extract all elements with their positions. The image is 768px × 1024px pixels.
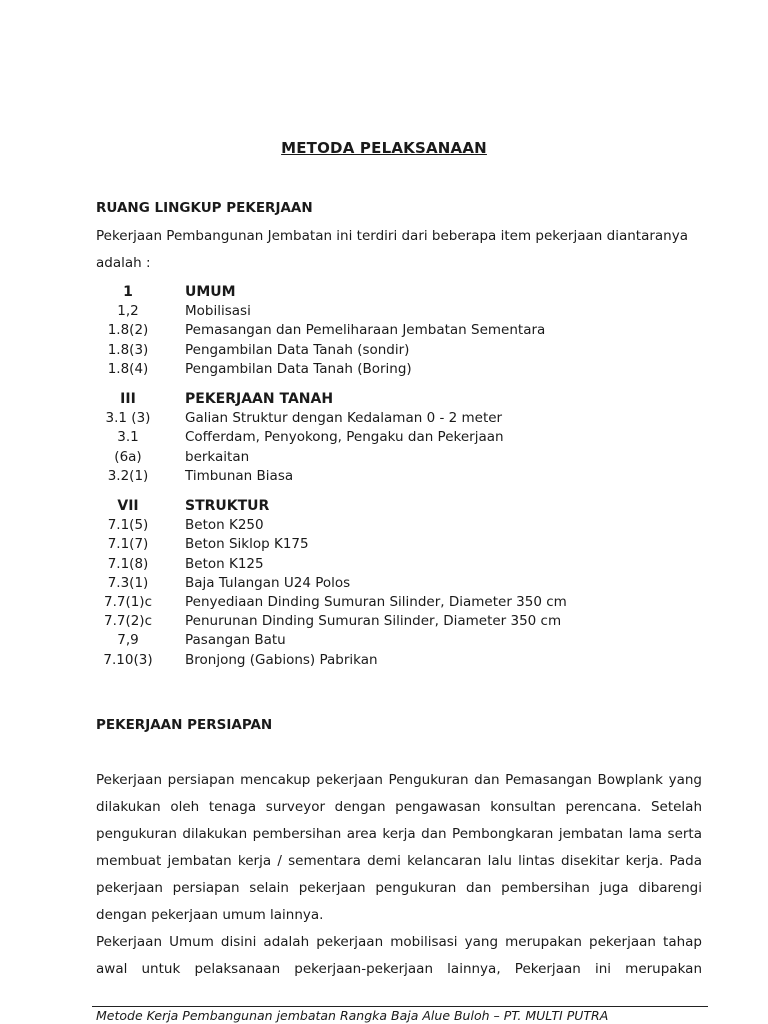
general-work-paragraph: Pekerjaan Umum disini adalah pekerjaan mobilisasi yang merupakan pekerjaan tahap awal untuk pelaksanaan pekerjaan-pekerjaan lainnya, Pekerjaan ini merupakan — [96, 934, 702, 977]
work-item-code: 7.7(2)c — [103, 613, 152, 630]
work-item-description: Cofferdam, Penyokong, Pengaku dan Pekerjaan — [185, 429, 504, 446]
work-item-code: 7.1(8) — [107, 555, 149, 572]
work-item-description: Timbunan Biasa — [185, 467, 294, 484]
work-item-description: Pengambilan Data Tanah (Boring) — [185, 360, 412, 377]
work-group-code: VII — [117, 498, 139, 515]
work-group-header — [96, 283, 656, 302]
work-item-code: 1.8(4) — [107, 360, 149, 377]
work-item — [96, 428, 656, 447]
work-group-title: PEKERJAAN TANAH — [185, 391, 334, 408]
work-item-description: Beton K250 — [185, 517, 264, 534]
work-item — [96, 448, 656, 467]
work-item — [96, 535, 656, 554]
section-heading-scope: RUANG LINGKUP PEKERJAAN — [96, 200, 313, 216]
work-item — [96, 341, 656, 360]
work-item-code: 1.8(3) — [107, 341, 149, 358]
work-item-description: Galian Struktur dengan Kedalaman 0 - 2 meter — [185, 410, 503, 427]
work-item-description: Penyediaan Dinding Sumuran Silinder, Diameter 350 cm — [185, 594, 567, 611]
work-item-code: 7.10(3) — [103, 651, 153, 668]
work-item — [96, 574, 656, 593]
work-group — [96, 390, 656, 486]
work-item — [96, 631, 656, 650]
work-item — [96, 593, 656, 612]
work-item-code: 1,2 — [117, 303, 139, 320]
work-group — [96, 283, 656, 379]
work-item-description: Baja Tulangan U24 Polos — [185, 574, 351, 591]
document-title: METODA PELAKSANAAN — [281, 139, 487, 157]
work-item-code: 7.1(7) — [107, 536, 149, 553]
work-group-title: UMUM — [185, 284, 236, 300]
work-group-header — [96, 497, 656, 516]
work-item — [96, 302, 656, 321]
work-item-description: Beton K125 — [185, 555, 264, 572]
work-group-code: III — [120, 391, 136, 408]
work-item-code: (6a) — [114, 448, 142, 465]
work-item — [96, 360, 656, 379]
work-item-code: 7,9 — [117, 632, 139, 649]
work-group-title: STRUKTUR — [185, 498, 270, 515]
work-item — [96, 516, 656, 535]
work-item — [96, 612, 656, 631]
work-item — [96, 467, 656, 486]
work-item — [96, 409, 656, 428]
work-item-code: 3.1 — [117, 429, 139, 446]
preparation-body — [96, 767, 702, 983]
work-item — [96, 321, 656, 340]
work-item-code: 3.1 (3) — [105, 410, 151, 427]
work-item — [96, 651, 656, 670]
work-item-list — [96, 283, 656, 681]
work-item-description: Pemasangan dan Pemeliharaan Jembatan Sementara — [185, 322, 546, 339]
work-item — [96, 555, 656, 574]
section-heading-preparation: PEKERJAAN PERSIAPAN — [96, 717, 273, 733]
work-item-description: Pengambilan Data Tanah (sondir) — [185, 341, 410, 358]
work-item-description: Pasangan Batu — [185, 632, 286, 649]
work-group-code: 1 — [123, 284, 133, 300]
work-group-header — [96, 390, 656, 409]
page-footer: Metode Kerja Pembangunan jembatan Rangka Baja Alue Buloh – PT. MULTI PUTRA — [96, 1008, 609, 1023]
work-item-code: 1.8(2) — [107, 322, 149, 339]
work-item-code: 7.7(1)c — [103, 594, 152, 611]
preparation-paragraph: Pekerjaan persiapan mencakup pekerjaan Pengukuran dan Pemasangan Bowplank yang dilakukan oleh tenaga surveyor dengan pengawasan konsultan perencana. Setelah pengukuran dilakukan pembersihan area kerja dan Pembongkaran jembatan lama serta membuat jembatan kerja / sementara demi kelancaran lalu lintas disekitar kerja. Pada pekerjaan persiapan selain pekerjaan pengukuran dan pembersihan juga dibarengi dengan pekerjaan umum lainnya. — [96, 772, 702, 923]
work-item-description: berkaitan — [185, 448, 250, 465]
footer-divider — [92, 1006, 708, 1007]
work-group — [96, 497, 656, 670]
work-item-description: Beton Siklop K175 — [185, 536, 309, 553]
work-item-code: 3.2(1) — [107, 467, 149, 484]
work-item-description: Mobilisasi — [185, 303, 251, 320]
work-item-description: Penurunan Dinding Sumuran Silinder, Diameter 350 cm — [185, 613, 562, 630]
intro-paragraph: Pekerjaan Pembangunan Jembatan ini terdiri dari beberapa item pekerjaan diantaranya adalah : — [96, 228, 688, 271]
work-item-code: 7.3(1) — [107, 574, 149, 591]
work-item-code: 7.1(5) — [107, 517, 149, 534]
work-item-description: Bronjong (Gabions) Pabrikan — [185, 651, 378, 668]
